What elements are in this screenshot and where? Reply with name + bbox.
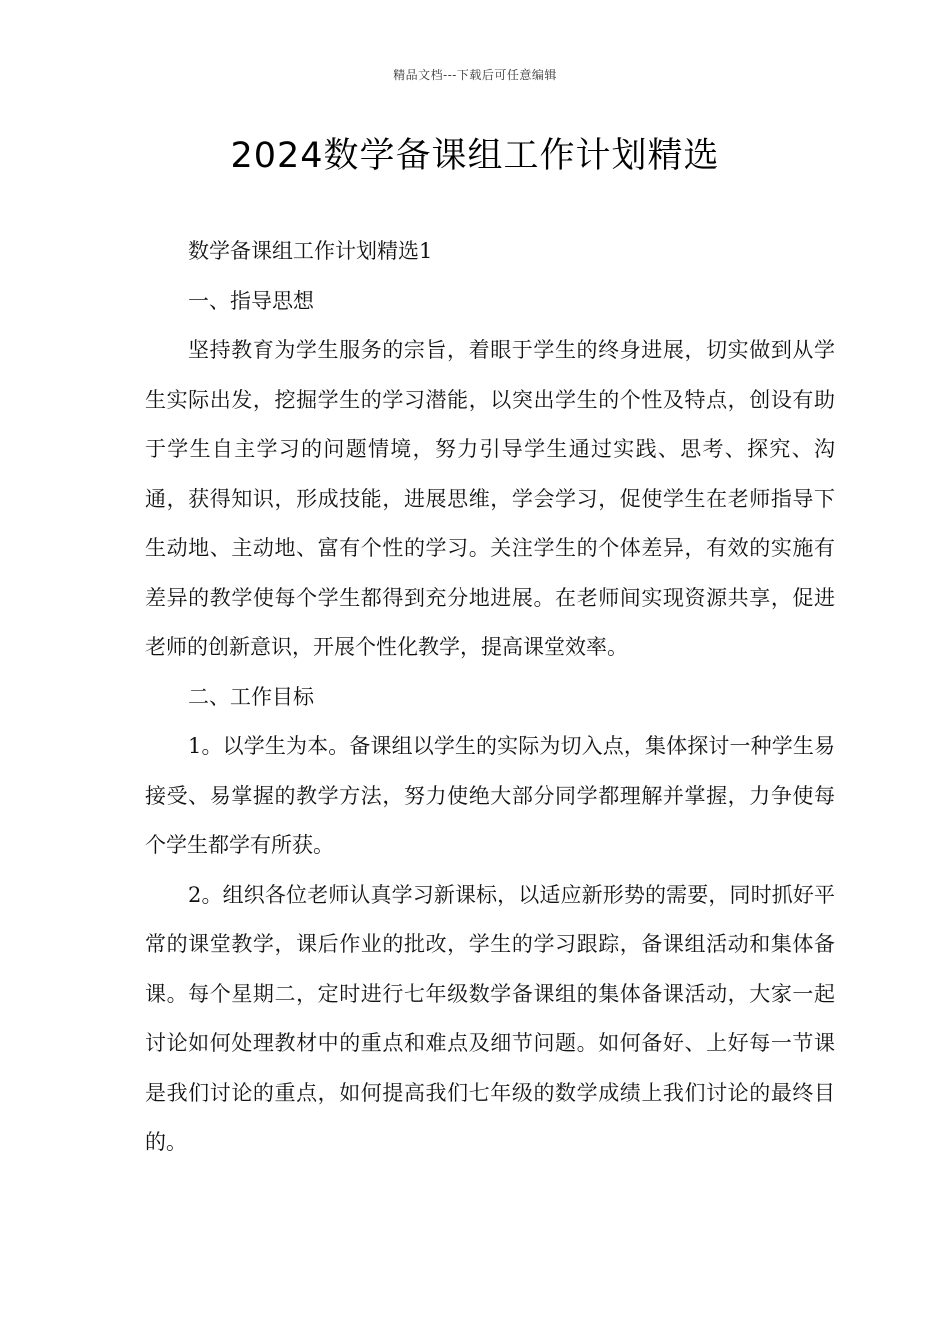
header-note: 精品文档---下载后可任意编辑: [393, 68, 557, 82]
section-heading-work-goals: 二、工作目标: [188, 684, 314, 709]
document-body: [145, 227, 835, 1168]
paragraph-goal-1: 1。以学生为本。备课组以学生的实际为切入点，集体探讨一种学生易接受、易掌握的教学方法，努力使绝大部分同学都理解并掌握，力争使每个学生都学有所获。: [145, 734, 835, 857]
document-title: 2024数学备课组工作计划精选: [230, 136, 720, 176]
paragraph-guiding-thought: 坚持教育为学生服务的宗旨，着眼于学生的终身进展，切实做到从学生实际出发，挖掘学生的学习潜能，以突出学生的个性及特点，创设有助于学生自主学习的问题情境，努力引导学生通过实践、思考、探究、沟通，获得知识，形成技能，进展思维，学会学习，促使学生在老师指导下生动地、主动地、富有个性的学习。关注学生的个体差异，有效的实施有差异的教学使每个学生都得到充分地进展。在老师间实现资源共享，促进老师的创新意识，开展个性化教学，提高课堂效率。: [145, 338, 835, 659]
paragraph-goal-2: 2。组织各位老师认真学习新课标，以适应新形势的需要，同时抓好平常的课堂教学，课后作业的批改，学生的学习跟踪，备课组活动和集体备课。每个星期二，定时进行七年级数学备课组的集体备课活动，大家一起讨论如何处理教材中的重点和难点及细节问题。如何备好、上好每一节课是我们讨论的重点，如何提高我们七年级的数学成绩上我们讨论的最终目的。: [145, 882, 835, 1154]
section-heading-plan: 数学备课组工作计划精选1: [188, 239, 433, 263]
section-heading-guiding-thought: 一、指导思想: [188, 288, 314, 313]
